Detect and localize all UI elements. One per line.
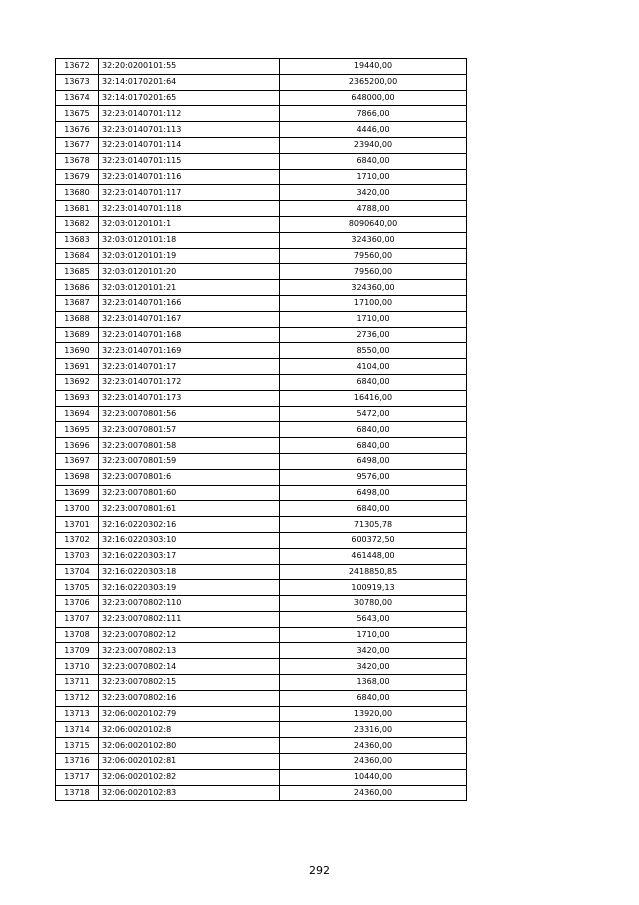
value-cell: 5472,00	[280, 406, 467, 422]
value-cell: 1710,00	[280, 169, 467, 185]
row-number-cell: 13716	[56, 754, 99, 770]
value-cell: 30780,00	[280, 596, 467, 612]
table-row	[56, 580, 467, 596]
value-cell: 6498,00	[280, 485, 467, 501]
value-cell: 6498,00	[280, 453, 467, 469]
table-row	[56, 295, 467, 311]
value-cell: 4104,00	[280, 359, 467, 375]
table-row	[56, 359, 467, 375]
table-row	[56, 627, 467, 643]
row-number-cell: 13674	[56, 90, 99, 106]
table-row	[56, 754, 467, 770]
row-number-cell: 13696	[56, 438, 99, 454]
table-row	[56, 501, 467, 517]
cadastral-number-cell: 32:23:0140701:167	[99, 311, 280, 327]
cadastral-number-cell: 32:03:0120101:1	[99, 216, 280, 232]
cadastral-number-cell: 32:16:0220303:10	[99, 532, 280, 548]
cadastral-number-cell: 32:06:0020102:79	[99, 706, 280, 722]
cadastral-number-cell: 32:23:0070802:12	[99, 627, 280, 643]
table-row	[56, 690, 467, 706]
value-cell: 100919,13	[280, 580, 467, 596]
row-number-cell: 13697	[56, 453, 99, 469]
table-row	[56, 153, 467, 169]
cadastral-number-cell: 32:16:0220303:17	[99, 548, 280, 564]
cadastral-number-cell: 32:16:0220302:16	[99, 517, 280, 533]
value-cell: 6840,00	[280, 501, 467, 517]
value-cell: 5643,00	[280, 611, 467, 627]
cadastral-number-cell: 32:23:0140701:172	[99, 374, 280, 390]
row-number-cell: 13693	[56, 390, 99, 406]
value-cell: 2418850,85	[280, 564, 467, 580]
row-number-cell: 13708	[56, 627, 99, 643]
cadastral-number-cell: 32:23:0140701:114	[99, 137, 280, 153]
table-row	[56, 343, 467, 359]
cadastral-number-cell: 32:03:0120101:18	[99, 232, 280, 248]
row-number-cell: 13689	[56, 327, 99, 343]
table-row	[56, 517, 467, 533]
row-number-cell: 13680	[56, 185, 99, 201]
table-row	[56, 248, 467, 264]
table-row	[56, 280, 467, 296]
table-row	[56, 438, 467, 454]
table-row	[56, 59, 467, 75]
cadastral-number-cell: 32:23:0070801:56	[99, 406, 280, 422]
cadastre-table	[55, 58, 467, 801]
table-row	[56, 564, 467, 580]
table-row	[56, 643, 467, 659]
table-row	[56, 548, 467, 564]
cadastral-number-cell: 32:23:0070801:61	[99, 501, 280, 517]
cadastral-number-cell: 32:23:0140701:113	[99, 122, 280, 138]
table-row	[56, 374, 467, 390]
table-row	[56, 453, 467, 469]
cadastral-number-cell: 32:06:0020102:81	[99, 754, 280, 770]
value-cell: 2736,00	[280, 327, 467, 343]
row-number-cell: 13698	[56, 469, 99, 485]
row-number-cell: 13690	[56, 343, 99, 359]
value-cell: 648000,00	[280, 90, 467, 106]
table-row	[56, 90, 467, 106]
row-number-cell: 13705	[56, 580, 99, 596]
table-row	[56, 785, 467, 801]
value-cell: 461448,00	[280, 548, 467, 564]
value-cell: 8550,00	[280, 343, 467, 359]
row-number-cell: 13683	[56, 232, 99, 248]
row-number-cell: 13715	[56, 738, 99, 754]
cadastral-number-cell: 32:23:0070801:57	[99, 422, 280, 438]
row-number-cell: 13700	[56, 501, 99, 517]
table-row	[56, 406, 467, 422]
row-number-cell: 13714	[56, 722, 99, 738]
table-row	[56, 738, 467, 754]
value-cell: 324360,00	[280, 232, 467, 248]
page-number: 292	[309, 864, 330, 877]
row-number-cell: 13704	[56, 564, 99, 580]
table-row	[56, 469, 467, 485]
table-row	[56, 422, 467, 438]
table-row	[56, 659, 467, 675]
table-body	[56, 59, 467, 801]
table-row	[56, 232, 467, 248]
cadastral-number-cell: 32:23:0070802:15	[99, 675, 280, 691]
value-cell: 23316,00	[280, 722, 467, 738]
cadastral-number-cell: 32:06:0020102:80	[99, 738, 280, 754]
table-row	[56, 122, 467, 138]
cadastral-number-cell: 32:14:0170201:64	[99, 74, 280, 90]
table-row	[56, 137, 467, 153]
cadastral-number-cell: 32:03:0120101:20	[99, 264, 280, 280]
value-cell: 19440,00	[280, 59, 467, 75]
row-number-cell: 13692	[56, 374, 99, 390]
row-number-cell: 13717	[56, 769, 99, 785]
cadastral-number-cell: 32:23:0140701:116	[99, 169, 280, 185]
table-row	[56, 74, 467, 90]
value-cell: 4446,00	[280, 122, 467, 138]
cadastral-number-cell: 32:23:0070801:58	[99, 438, 280, 454]
table-row	[56, 706, 467, 722]
row-number-cell: 13703	[56, 548, 99, 564]
cadastral-number-cell: 32:23:0070801:59	[99, 453, 280, 469]
table-row	[56, 106, 467, 122]
table-row	[56, 532, 467, 548]
row-number-cell: 13710	[56, 659, 99, 675]
cadastral-number-cell: 32:23:0140701:112	[99, 106, 280, 122]
row-number-cell: 13709	[56, 643, 99, 659]
cadastral-number-cell: 32:20:0200101:55	[99, 59, 280, 75]
value-cell: 1710,00	[280, 627, 467, 643]
cadastral-number-cell: 32:14:0170201:65	[99, 90, 280, 106]
table-row	[56, 327, 467, 343]
value-cell: 1368,00	[280, 675, 467, 691]
row-number-cell: 13675	[56, 106, 99, 122]
row-number-cell: 13713	[56, 706, 99, 722]
cadastral-number-cell: 32:16:0220303:19	[99, 580, 280, 596]
table-row	[56, 596, 467, 612]
row-number-cell: 13706	[56, 596, 99, 612]
row-number-cell: 13694	[56, 406, 99, 422]
table-row	[56, 201, 467, 217]
value-cell: 4788,00	[280, 201, 467, 217]
value-cell: 2365200,00	[280, 74, 467, 90]
value-cell: 3420,00	[280, 659, 467, 675]
row-number-cell: 13672	[56, 59, 99, 75]
value-cell: 10440,00	[280, 769, 467, 785]
cadastral-number-cell: 32:23:0140701:169	[99, 343, 280, 359]
value-cell: 8090640,00	[280, 216, 467, 232]
cadastral-number-cell: 32:23:0070802:110	[99, 596, 280, 612]
value-cell: 6840,00	[280, 374, 467, 390]
cadastral-number-cell: 32:23:0140701:173	[99, 390, 280, 406]
table-row	[56, 185, 467, 201]
row-number-cell: 13688	[56, 311, 99, 327]
value-cell: 3420,00	[280, 643, 467, 659]
value-cell: 324360,00	[280, 280, 467, 296]
cadastral-number-cell: 32:06:0020102:83	[99, 785, 280, 801]
row-number-cell: 13682	[56, 216, 99, 232]
table-row	[56, 216, 467, 232]
table-row	[56, 311, 467, 327]
row-number-cell: 13712	[56, 690, 99, 706]
row-number-cell: 13677	[56, 137, 99, 153]
cadastral-number-cell: 32:23:0070801:60	[99, 485, 280, 501]
value-cell: 9576,00	[280, 469, 467, 485]
value-cell: 600372,50	[280, 532, 467, 548]
row-number-cell: 13687	[56, 295, 99, 311]
table-row	[56, 611, 467, 627]
row-number-cell: 13679	[56, 169, 99, 185]
value-cell: 6840,00	[280, 422, 467, 438]
row-number-cell: 13702	[56, 532, 99, 548]
row-number-cell: 13711	[56, 675, 99, 691]
cadastral-number-cell: 32:06:0020102:8	[99, 722, 280, 738]
table-row	[56, 722, 467, 738]
row-number-cell: 13701	[56, 517, 99, 533]
cadastral-number-cell: 32:23:0140701:117	[99, 185, 280, 201]
cadastral-number-cell: 32:23:0140701:17	[99, 359, 280, 375]
table-row	[56, 390, 467, 406]
value-cell: 6840,00	[280, 153, 467, 169]
value-cell: 13920,00	[280, 706, 467, 722]
cadastral-number-cell: 32:16:0220303:18	[99, 564, 280, 580]
cadastral-number-cell: 32:23:0070801:6	[99, 469, 280, 485]
cadastral-number-cell: 32:06:0020102:82	[99, 769, 280, 785]
table-row	[56, 485, 467, 501]
value-cell: 24360,00	[280, 738, 467, 754]
row-number-cell: 13678	[56, 153, 99, 169]
cadastral-number-cell: 32:03:0120101:21	[99, 280, 280, 296]
table-row	[56, 264, 467, 280]
row-number-cell: 13699	[56, 485, 99, 501]
value-cell: 17100,00	[280, 295, 467, 311]
value-cell: 3420,00	[280, 185, 467, 201]
row-number-cell: 13718	[56, 785, 99, 801]
value-cell: 6840,00	[280, 438, 467, 454]
table-row	[56, 769, 467, 785]
table-row	[56, 675, 467, 691]
cadastral-number-cell: 32:23:0070802:14	[99, 659, 280, 675]
value-cell: 16416,00	[280, 390, 467, 406]
row-number-cell: 13684	[56, 248, 99, 264]
cadastral-number-cell: 32:23:0070802:13	[99, 643, 280, 659]
row-number-cell: 13691	[56, 359, 99, 375]
cadastral-number-cell: 32:23:0140701:168	[99, 327, 280, 343]
value-cell: 24360,00	[280, 785, 467, 801]
value-cell: 79560,00	[280, 248, 467, 264]
cadastral-number-cell: 32:23:0140701:118	[99, 201, 280, 217]
cadastral-number-cell: 32:23:0070802:16	[99, 690, 280, 706]
row-number-cell: 13686	[56, 280, 99, 296]
value-cell: 71305,78	[280, 517, 467, 533]
cadastral-number-cell: 32:23:0140701:115	[99, 153, 280, 169]
value-cell: 23940,00	[280, 137, 467, 153]
value-cell: 1710,00	[280, 311, 467, 327]
row-number-cell: 13707	[56, 611, 99, 627]
cadastral-number-cell: 32:23:0070802:111	[99, 611, 280, 627]
cadastral-number-cell: 32:23:0140701:166	[99, 295, 280, 311]
value-cell: 24360,00	[280, 754, 467, 770]
cadastral-number-cell: 32:03:0120101:19	[99, 248, 280, 264]
row-number-cell: 13695	[56, 422, 99, 438]
row-number-cell: 13673	[56, 74, 99, 90]
value-cell: 79560,00	[280, 264, 467, 280]
table-row	[56, 169, 467, 185]
row-number-cell: 13676	[56, 122, 99, 138]
row-number-cell: 13685	[56, 264, 99, 280]
value-cell: 6840,00	[280, 690, 467, 706]
row-number-cell: 13681	[56, 201, 99, 217]
value-cell: 7866,00	[280, 106, 467, 122]
